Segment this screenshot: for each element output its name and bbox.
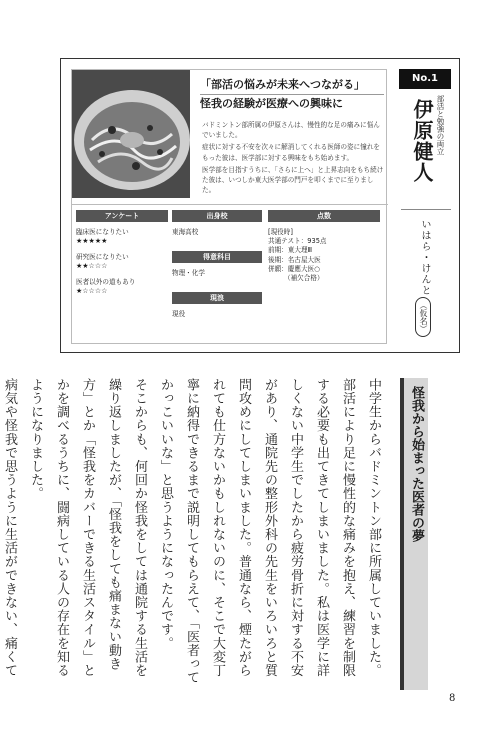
headline — [200, 76, 384, 112]
score-line: [現役時] — [268, 228, 293, 236]
body-paragraph: 病気や怪我で思うように生活ができない、痛くて — [2, 378, 17, 678]
survey-item-stars: ★★☆☆☆ — [76, 262, 108, 270]
profile-card — [60, 58, 460, 353]
name-panel — [399, 69, 451, 344]
survey-item-label: 医者以外の道もあり — [76, 278, 136, 286]
body-text — [2, 378, 386, 690]
status-value: 現役 — [172, 310, 186, 318]
divider — [401, 209, 451, 210]
headline-line-1: 「部活の悩みが未来へつながる」 — [200, 76, 384, 95]
section-title: 怪我から始まった医者の夢 — [409, 386, 424, 542]
profile-content — [71, 69, 387, 344]
favorite-subject-value: 物理・化学 — [172, 269, 205, 277]
school-column — [172, 210, 262, 319]
score-line: 共通テスト：935点 — [268, 237, 327, 246]
school-value: 東海高校 — [172, 228, 199, 236]
number-badge: No.1 — [399, 69, 451, 89]
score-line: 前期：東大理Ⅲ — [268, 246, 313, 255]
score-column — [268, 210, 380, 283]
school-header: 出身校 — [172, 210, 262, 222]
person-name: 伊原健人 — [410, 99, 434, 183]
pseudonym-note: （仮名） — [415, 297, 431, 337]
survey-column — [76, 210, 168, 303]
survey-header: アンケート — [76, 210, 168, 222]
body-paragraph: 中学生からバドミントン部に所属していました。部活により足に慢性的な痛みを抱え、練習を制限する必要も出てきてしまいました。私は医学に詳しくない中学生でしたから疲労骨折に対する不安があり、通院先の整形外科の先生をいろいろと質問攻めにしてしまいました。普通なら、煙たがられても仕方ないかもしれないのに、そこで大変丁寧に納得できるまで説明してもらえて、「医者ってかっこいいな」と思うようになったんです。 — [158, 378, 381, 685]
score-line: 併願：慶應大医○ — [268, 264, 320, 273]
favorite-subject-header: 得意科目 — [172, 251, 262, 263]
score-line: 後期：名古屋大医 — [268, 255, 321, 264]
section-title-bar — [400, 378, 428, 690]
score-header: 点数 — [268, 210, 380, 222]
survey-item-stars: ★★★★★ — [76, 237, 108, 245]
info-bar — [72, 204, 388, 345]
survey-item-label: 臨床医になりたい — [76, 228, 129, 236]
page-number: 8 — [449, 693, 456, 704]
description-paragraph: バドミントン部所属の伊原さんは、慢性的な足の痛みに悩んでいました。 — [202, 121, 380, 140]
ramen-photo — [72, 70, 190, 198]
headline-line-2: 怪我の経験が医療への興味に — [200, 97, 343, 110]
body-paragraph: そこからも、何回か怪我をしては通院する生活を繰り返しましたが、「怪我をしても痛まない動き方」とか「怪我をカバーできる生活スタイル」とかを調べるうちに、闘病している人の存在を知るようになりました。 — [28, 378, 147, 678]
survey-item-stars: ★☆☆☆☆ — [76, 287, 108, 295]
status-header: 現浪 — [172, 292, 262, 304]
subtitle: 部活と勉強の両立 — [436, 95, 445, 155]
profile-description — [202, 120, 386, 197]
description-paragraph: 症状に対する不安を次々に解消してくれる医師の姿に憧れをもった彼は、医学部に対する興味をもち始めます。 — [202, 143, 381, 162]
score-line: （補欠合格） — [284, 274, 324, 283]
survey-item-label: 研究医になりたい — [76, 253, 129, 261]
name-reading: いはら・けんと — [419, 219, 430, 296]
description-paragraph: 医学部を目指すうちに、「さらに上へ」と上昇志向をもち続けた彼は、いつしか東大医学部の門戸を叩くまでに至りました。 — [202, 165, 384, 195]
